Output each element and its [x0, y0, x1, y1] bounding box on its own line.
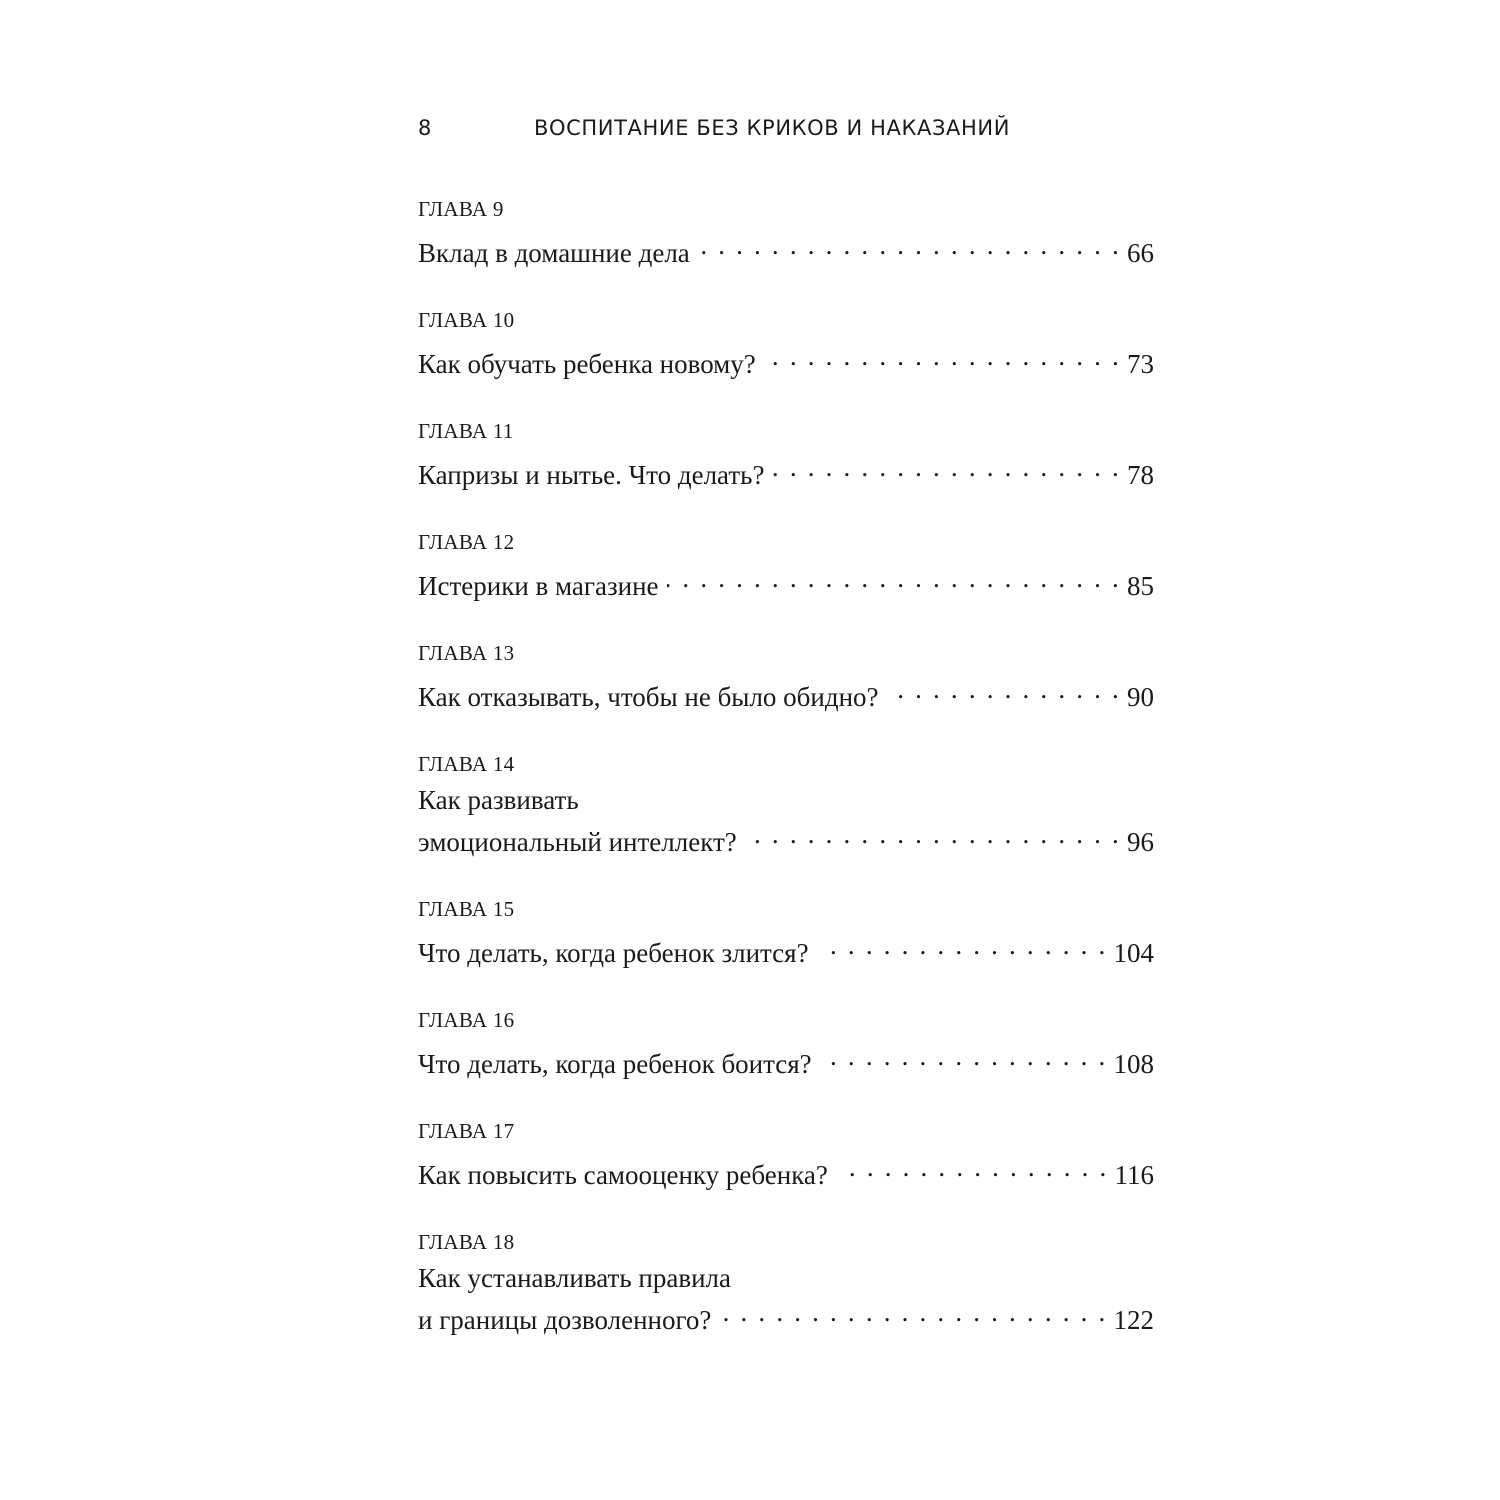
toc-entry-chapter-16	[418, 1005, 1154, 1116]
chapter-page-number: 85	[1127, 571, 1154, 601]
chapter-title	[418, 339, 1154, 381]
toc-entry-chapter-15	[418, 894, 1154, 1005]
chapter-label: ГЛАВА 9	[418, 197, 504, 221]
chapter-page-number: 73	[1127, 349, 1154, 379]
toc-line	[418, 1261, 1154, 1295]
chapter-label: ГЛАВА 15	[418, 897, 515, 921]
table-of-contents	[418, 194, 1154, 1372]
running-head	[418, 116, 1154, 148]
toc-entry-chapter-14	[418, 749, 1154, 894]
dot-leader	[820, 1039, 1108, 1073]
chapter-page-number: 104	[1113, 938, 1154, 968]
chapter-page-number: 78	[1127, 460, 1154, 490]
chapter-title-text: Что делать, когда ребенок злится?	[418, 938, 809, 968]
chapter-title	[418, 450, 1154, 492]
dot-leader	[887, 672, 1121, 706]
chapter-label: ГЛАВА 17	[418, 1119, 515, 1143]
dot-leader	[836, 1150, 1109, 1184]
toc-entry-chapter-13	[418, 638, 1154, 749]
toc-line	[418, 1039, 1154, 1081]
chapter-page-number: 90	[1127, 682, 1154, 712]
toc-line	[418, 1150, 1154, 1192]
chapter-title-text: эмоциональный интеллект?	[418, 827, 737, 857]
chapter-title-text: и границы дозволенного?	[418, 1305, 712, 1335]
toc-line	[418, 561, 1154, 603]
toc-line	[418, 1295, 1154, 1337]
chapter-title-text: Вклад в домашние дела	[418, 238, 690, 268]
toc-line	[418, 339, 1154, 381]
toc-line	[418, 672, 1154, 714]
dot-leader	[764, 339, 1121, 373]
toc-entry-chapter-12	[418, 527, 1154, 638]
book-title: ВОСПИТАНИЕ БЕЗ КРИКОВ И НАКАЗАНИЙ	[534, 116, 1011, 140]
chapter-title	[418, 928, 1154, 970]
dot-leader	[667, 561, 1121, 595]
chapter-page-number: 96	[1127, 827, 1154, 857]
chapter-label: ГЛАВА 16	[418, 1008, 515, 1032]
toc-line	[418, 450, 1154, 492]
dot-leader	[745, 817, 1121, 851]
chapter-title-text: Истерики в магазине	[418, 571, 659, 601]
dot-leader	[772, 450, 1121, 484]
chapter-label: ГЛАВА 12	[418, 530, 515, 554]
book-page	[418, 0, 1154, 1500]
toc-entry-chapter-11	[418, 416, 1154, 527]
toc-line	[418, 783, 1154, 817]
chapter-title	[418, 1150, 1154, 1192]
chapter-page-number: 108	[1113, 1049, 1154, 1079]
dot-leader	[817, 928, 1108, 962]
dot-leader	[698, 228, 1121, 262]
chapter-label: ГЛАВА 10	[418, 308, 515, 332]
chapter-title-text: Что делать, когда ребенок боится?	[418, 1049, 812, 1079]
dot-leader	[719, 1295, 1107, 1329]
chapter-title-text: Как обучать ребенка новому?	[418, 349, 756, 379]
toc-entry-chapter-9	[418, 194, 1154, 305]
chapter-title	[418, 783, 1154, 859]
chapter-label: ГЛАВА 14	[418, 752, 515, 776]
chapter-title	[418, 1261, 1154, 1337]
toc-entry-chapter-18	[418, 1227, 1154, 1372]
chapter-label: ГЛАВА 11	[418, 419, 514, 443]
chapter-page-number: 122	[1113, 1305, 1154, 1335]
chapter-page-number: 116	[1114, 1160, 1154, 1190]
chapter-title-text: Капризы и нытье. Что делать?	[418, 460, 765, 490]
toc-entry-chapter-17	[418, 1116, 1154, 1227]
chapter-title-text: Как развивать	[418, 785, 579, 815]
chapter-title-text: Как повысить самооценку ребенка?	[418, 1160, 828, 1190]
page-number: 8	[418, 116, 432, 140]
chapter-title	[418, 228, 1154, 270]
chapter-title-text: Как устанавливать правила	[418, 1263, 731, 1293]
chapter-title-text: Как отказывать, чтобы не было обидно?	[418, 682, 879, 712]
chapter-title	[418, 1039, 1154, 1081]
chapter-page-number: 66	[1127, 238, 1154, 268]
toc-line	[418, 817, 1154, 859]
toc-line	[418, 928, 1154, 970]
toc-entry-chapter-10	[418, 305, 1154, 416]
chapter-title	[418, 561, 1154, 603]
toc-line	[418, 228, 1154, 270]
chapter-label: ГЛАВА 13	[418, 641, 515, 665]
chapter-title	[418, 672, 1154, 714]
chapter-label: ГЛАВА 18	[418, 1230, 515, 1254]
